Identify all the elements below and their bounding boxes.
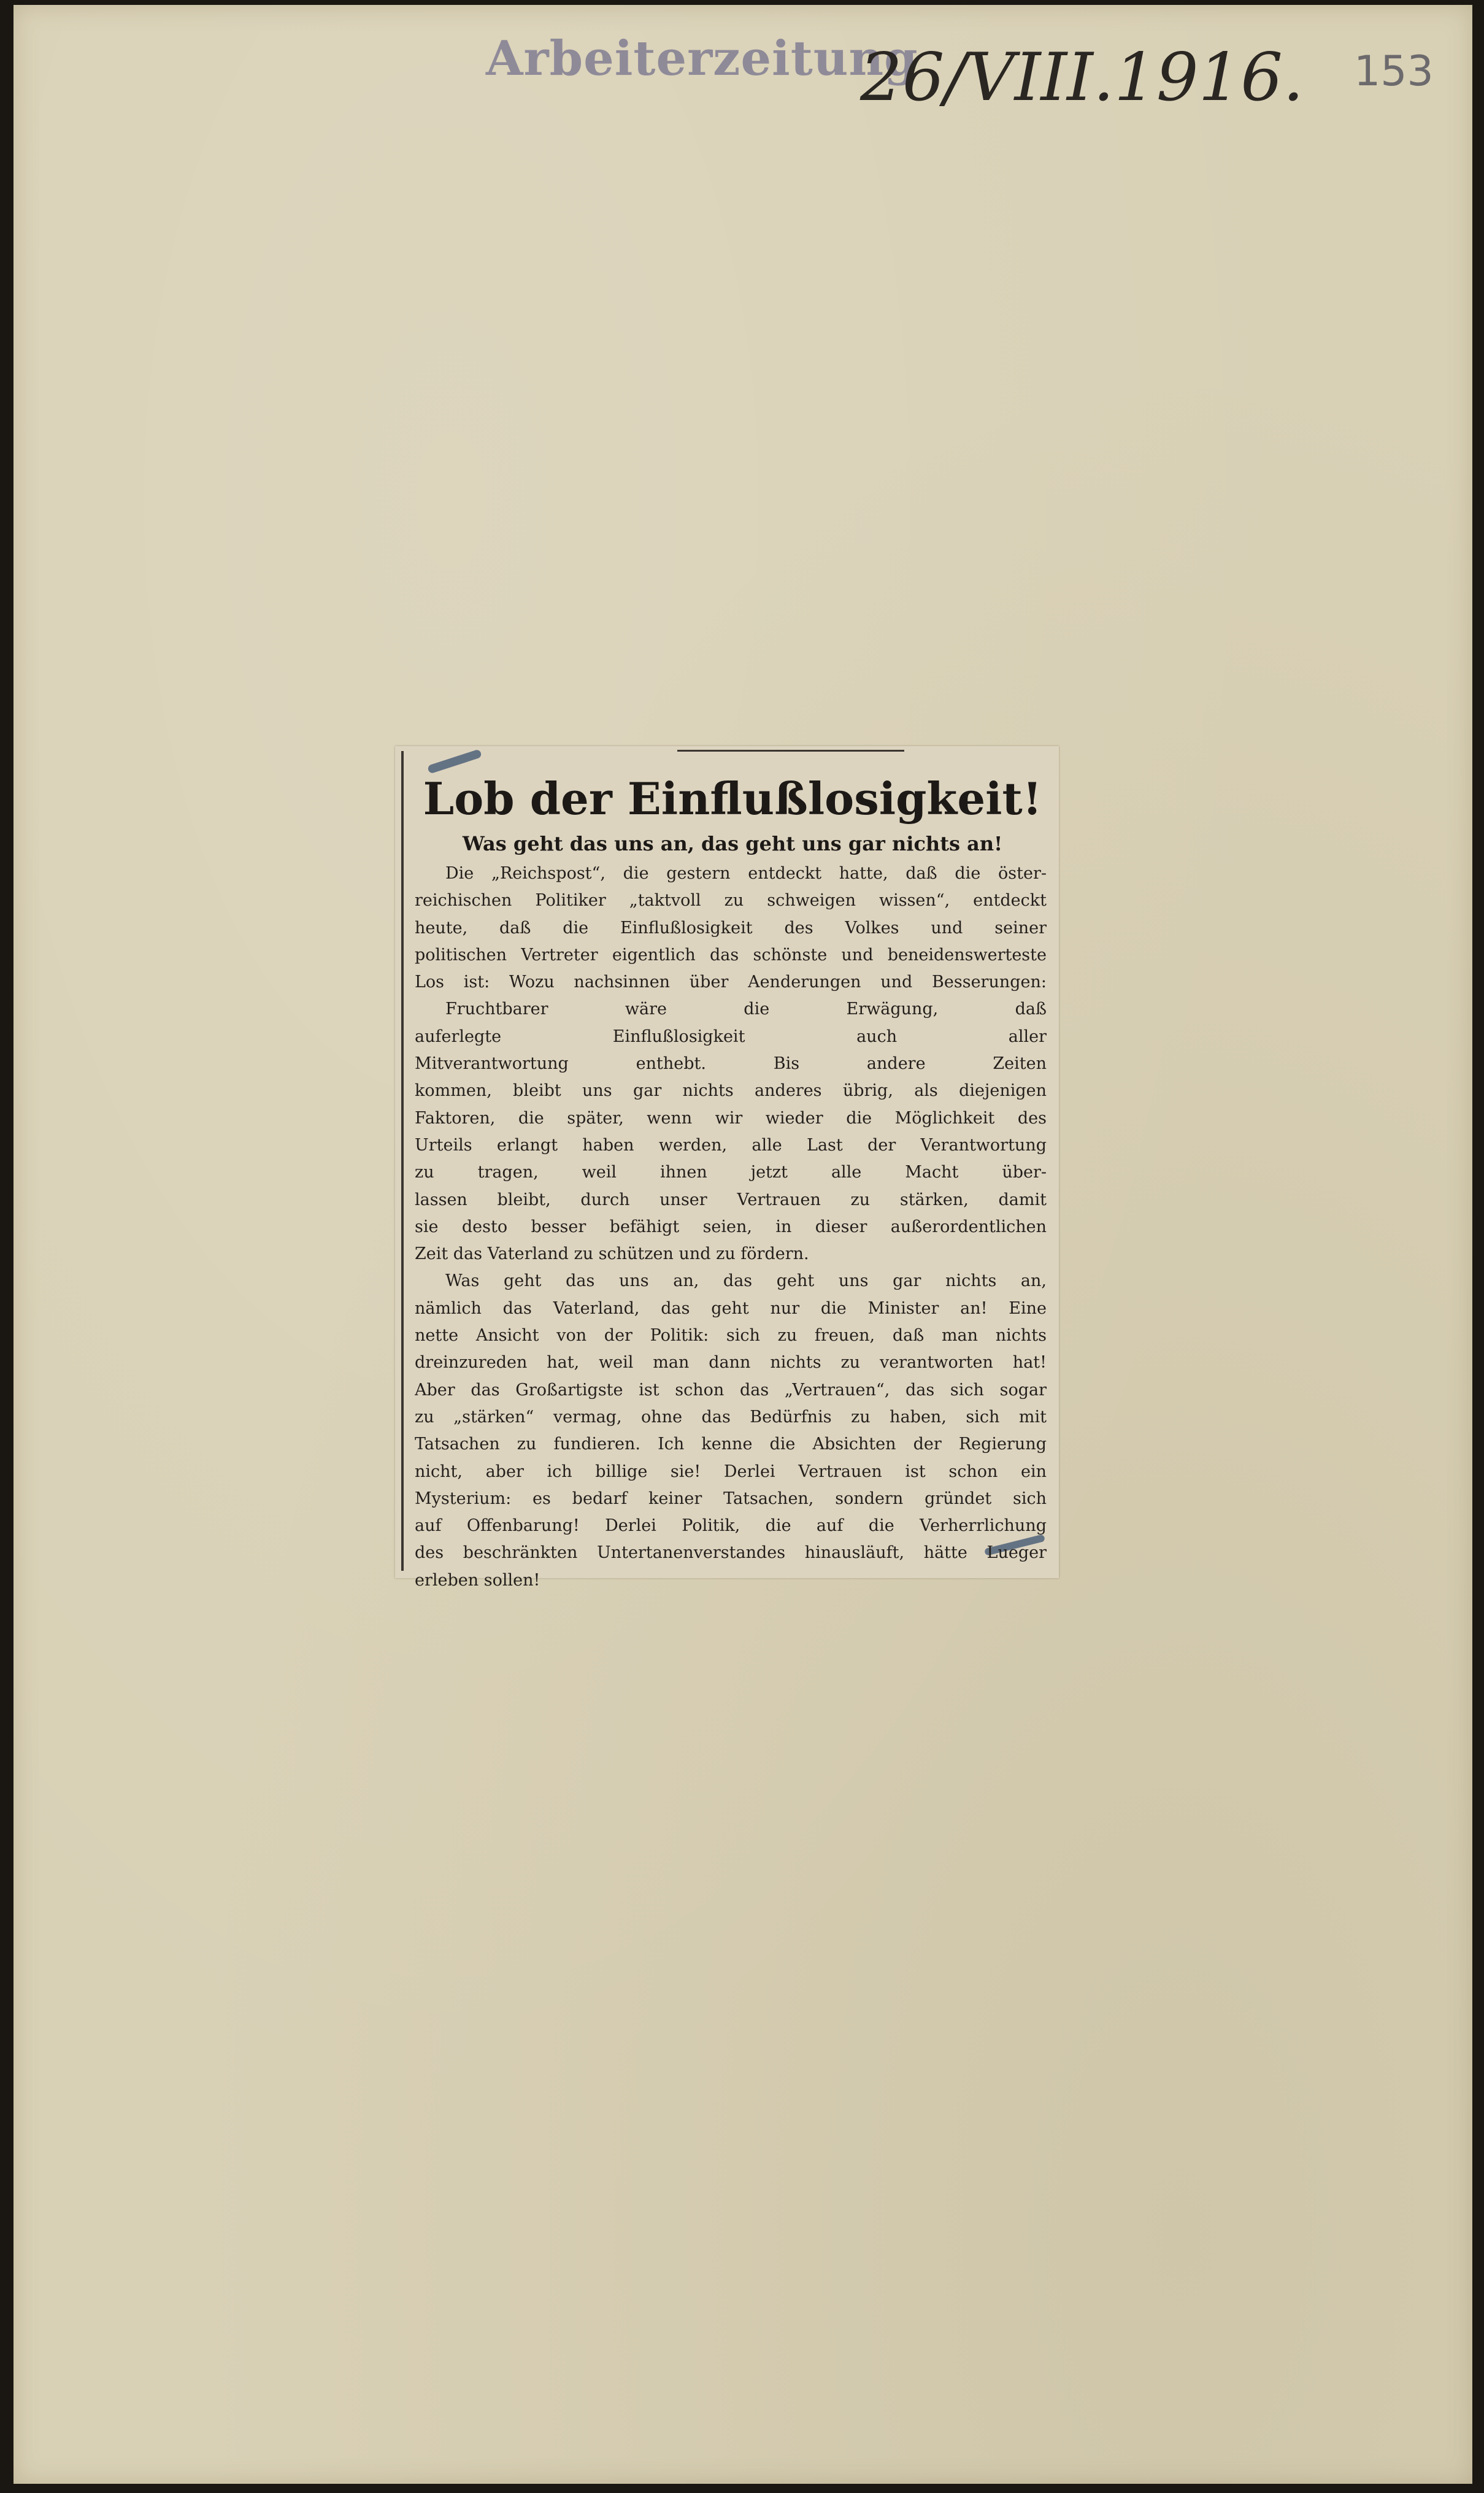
- article-line: Mitverantwortung enthebt. Bis andere Zeiten: [415, 1054, 1047, 1074]
- article-line: Urteils erlangt haben werden, alle Last der Verantwortung: [415, 1135, 1047, 1155]
- article-line: Was geht das uns an, das geht uns gar nichts an,: [445, 1271, 1047, 1291]
- article-line: lassen bleibt, durch unser Vertrauen zu stärken, damit: [415, 1190, 1047, 1209]
- archive-sheet: [13, 5, 1472, 2484]
- article-line: auferlegte Einflußlosigkeit auch aller: [415, 1027, 1047, 1046]
- article-line: nette Ansicht von der Politik: sich zu freuen, daß man nichts: [415, 1326, 1047, 1346]
- page-number: 153: [1354, 47, 1434, 96]
- article-line: kommen, bleibt uns gar nichts anderes übrig, als diejenigen: [415, 1081, 1047, 1101]
- article-body: [415, 860, 1047, 1594]
- article-line: heute, daß die Einflußlosigkeit des Volkes und seiner: [415, 918, 1047, 938]
- article-line: Die „Reichspost“, die gestern entdeckt hatte, daß die öster-: [445, 864, 1047, 883]
- article-line: nicht, aber ich billige sie! Derlei Vertrauen ist schon ein: [415, 1462, 1047, 1481]
- article-subheadline: Was geht das uns an, das geht uns gar nichts an!: [462, 832, 1003, 855]
- article-line: auf Offenbarung! Derlei Politik, die auf die Verherrlichung: [415, 1516, 1047, 1536]
- article-line: nämlich das Vaterland, das geht nur die Minister an! Eine: [415, 1298, 1047, 1318]
- article-line: Fruchtbarer wäre die Erwägung, daß: [445, 1000, 1047, 1019]
- article-line: reichischen Politiker „taktvoll zu schweigen wissen“, entdeckt: [415, 891, 1047, 911]
- article-line: zu „stärken“ vermag, ohne das Bedürfnis zu haben, sich mit: [415, 1407, 1047, 1427]
- article-line: dreinzureden hat, weil man dann nichts zu verantworten hat!: [415, 1353, 1047, 1373]
- article-line: des beschränkten Untertanenverstandes hinausläuft, hätte Lueger: [415, 1543, 1047, 1563]
- article-line: Tatsachen zu fundieren. Ich kenne die Absichten der Regierung: [415, 1435, 1047, 1454]
- article-headline: Lob der Einflußlosigkeit!: [423, 773, 1042, 825]
- handwritten-date: 26/VIII.1916.: [860, 39, 1304, 116]
- article-line: politischen Vertreter eigentlich das schönste und beneidenswerteste: [415, 945, 1047, 965]
- clipping-column-rule: [401, 751, 404, 1571]
- article-line: Faktoren, die später, wenn wir wieder die Möglichkeit des: [415, 1108, 1047, 1128]
- article-line: erleben sollen!: [415, 1570, 540, 1590]
- article-line: sie desto besser befähigt seien, in dieser außerordentlichen: [415, 1217, 1047, 1236]
- clipping-top-rule: [677, 750, 904, 752]
- article-line: Los ist: Wozu nachsinnen über Aenderungen und Besserungen:: [415, 973, 1047, 992]
- article-line: Aber das Großartigste ist schon das „Vertrauen“, das sich sogar: [415, 1380, 1047, 1400]
- article-line: Zeit das Vaterland zu schützen und zu fördern.: [415, 1244, 809, 1264]
- article-line: zu tragen, weil ihnen jetzt alle Macht über-: [415, 1163, 1047, 1182]
- newspaper-clipping: [395, 746, 1059, 1590]
- newspaper-stamp: Arbeiterzeitung: [486, 31, 918, 87]
- article-line: Mysterium: es bedarf keiner Tatsachen, sondern gründet sich: [415, 1489, 1047, 1508]
